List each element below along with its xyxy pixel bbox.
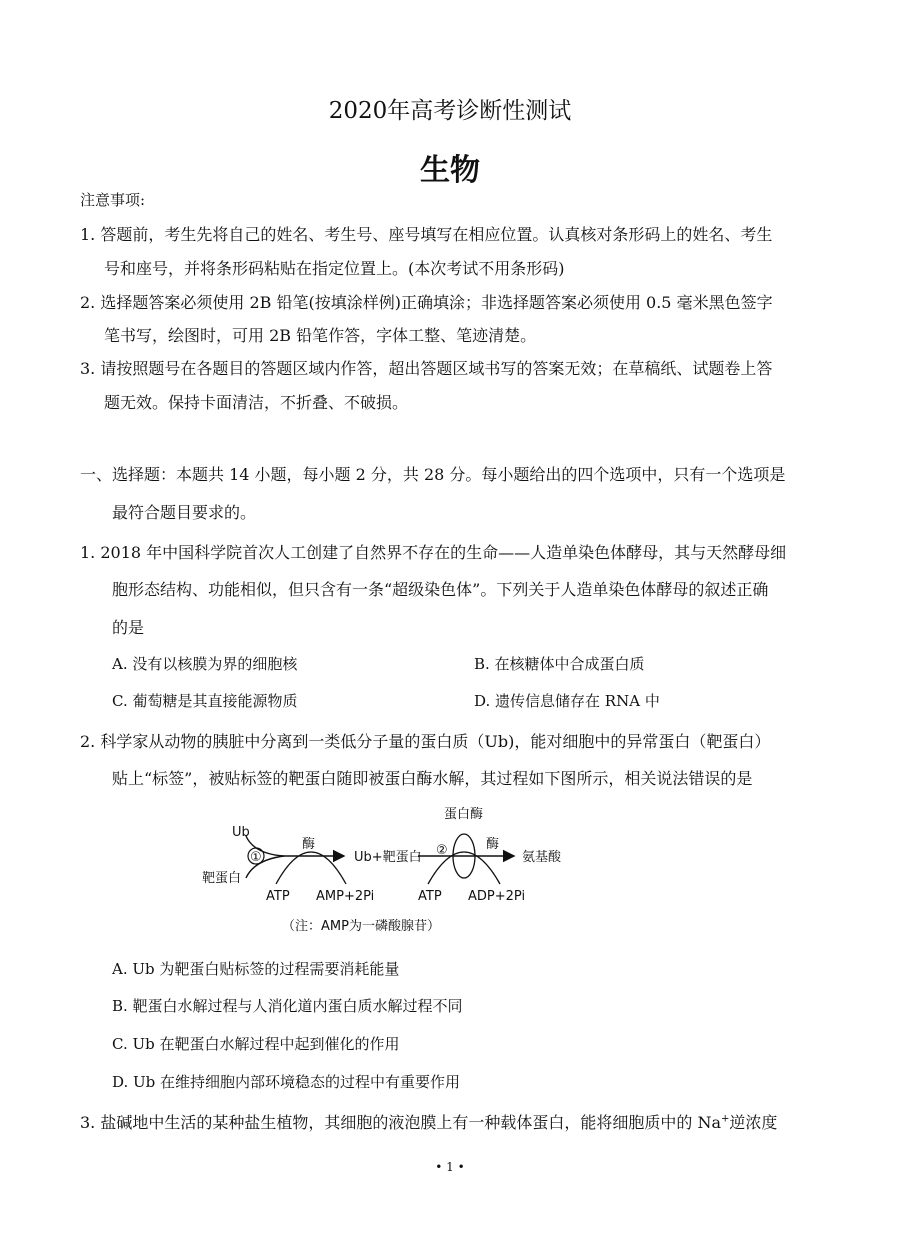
ub-process-diagram: [196, 800, 596, 950]
diagram-amp-label: AMP+2Pi: [316, 889, 375, 904]
diagram-enzyme1-label: 酶: [302, 837, 316, 852]
q2-option-c: C. Ub 在靶蛋白水解过程中起到催化的作用: [112, 1035, 400, 1053]
diagram-product-label: Ub+靶蛋白: [354, 850, 422, 865]
q2-option-b: B. 靶蛋白水解过程与人消化道内蛋白质水解过程不同: [112, 997, 463, 1015]
exam-title: 2020年高考诊断性测试: [328, 98, 572, 124]
note-item-2-line1: 2. 选择题答案必须使用 2B 铅笔(按填涂样例)正确填涂；非选择题答案必须使用 0.5 毫米黑色签字: [80, 293, 773, 312]
q1-option-d: D. 遗传信息储存在 RNA 中: [474, 692, 660, 710]
q3-stem-text-a: 3. 盐碱地中生活的某种盐生植物，其细胞的液泡膜上有一种载体蛋白，能将细胞质中的 Na: [80, 1113, 721, 1132]
q1-stem-line2: 胞形态结构、功能相似，但只含有一条“超级染色体”。下列关于人造单染色体酵母的叙述正确: [112, 580, 769, 599]
q1-option-a: A. 没有以核膜为界的细胞核: [112, 655, 298, 673]
diagram-adp-label: ADP+2Pi: [468, 889, 526, 904]
notes-heading: 注意事项:: [80, 191, 146, 209]
diagram-atp2-label: ATP: [418, 889, 442, 904]
section1-heading-line1: 一、选择题：本题共 14 小题，每小题 2 分，共 28 分。每小题给出的四个选项中，只有一个选项是: [80, 465, 786, 484]
diagram-ub-label: Ub: [232, 825, 250, 840]
q3-stem-text-b: 逆浓度: [729, 1113, 778, 1132]
diagram-note-label: （注：AMP为一磷酸腺苷）: [282, 919, 440, 934]
note-item-3-line1: 3. 请按照题号在各题目的答题区域内作答，超出答题区域书写的答案无效；在草稿纸、试题卷上答: [80, 359, 773, 378]
note-item-3-line2: 题无效。保持卡面清洁，不折叠、不破损。: [104, 393, 409, 412]
q2-stem-line2: 贴上“标签”，被贴标签的靶蛋白随即被蛋白酶水解，其过程如下图所示，相关说法错误的是: [112, 769, 753, 788]
note-item-1-line1: 1. 答题前，考生先将自己的姓名、考生号、座号填写在相应位置。认真核对条形码上的姓名、考生: [80, 225, 773, 244]
subject-title: 生物: [420, 153, 480, 188]
section1-heading-line2: 最符合题目要求的。: [112, 503, 257, 522]
diagram-target-label: 靶蛋白: [202, 871, 242, 886]
diagram-step2-label: ②: [436, 843, 448, 858]
note-item-1-line2: 号和座号，并将条形码粘贴在指定位置上。(本次考试不用条形码): [104, 259, 565, 278]
diagram-step1-label: ①: [250, 850, 262, 865]
q1-stem-line1: 1. 2018 年中国科学院首次人工创建了自然界不存在的生命——人造单染色体酵母，其与天然酵母细: [80, 543, 787, 562]
page-number: • 1 •: [435, 1160, 465, 1174]
q1-option-c: C. 葡萄糖是其直接能源物质: [112, 692, 298, 710]
q2-option-a: A. Ub 为靶蛋白贴标签的过程需要消耗能量: [112, 960, 400, 978]
q1-option-b: B. 在核糖体中合成蛋白质: [474, 655, 645, 673]
q2-stem-line1: 2. 科学家从动物的胰脏中分离到一类低分子量的蛋白质（Ub)，能对细胞中的异常蛋白（靶蛋白）: [80, 732, 771, 751]
diagram-enzyme2-label: 酶: [486, 837, 500, 852]
q1-stem-line3: 的是: [112, 618, 145, 637]
q2-option-d: D. Ub 在维持细胞内部环境稳态的过程中有重要作用: [112, 1073, 461, 1091]
diagram-atp1-label: ATP: [266, 889, 290, 904]
note-item-2-line2: 笔书写，绘图时，可用 2B 铅笔作答，字体工整、笔迹清楚。: [104, 326, 537, 345]
q3-superscript: +: [720, 1113, 730, 1125]
q3-stem-line1: [80, 1110, 777, 1133]
diagram-protease-label: 蛋白酶: [444, 807, 484, 822]
diagram-amino-label: 氨基酸: [522, 850, 562, 865]
